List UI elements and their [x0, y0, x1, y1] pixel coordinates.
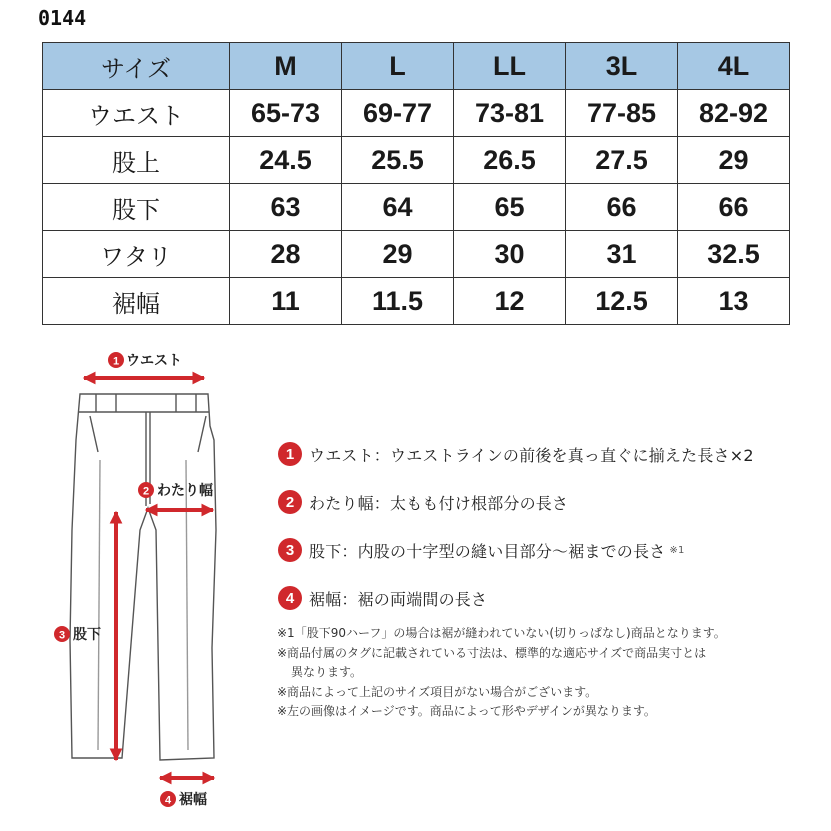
legend-footnote-mark: ※1 [669, 544, 685, 556]
header-cell-ll: LL [454, 43, 566, 90]
table-cell: 11.5 [342, 278, 454, 325]
table-cell: 30 [454, 231, 566, 278]
pants-diagram [0, 340, 260, 831]
table-cell: 25.5 [342, 137, 454, 184]
table-cell: 28 [230, 231, 342, 278]
table-cell: 63 [230, 184, 342, 231]
table-cell: 65-73 [230, 90, 342, 137]
size-table-header-row [43, 43, 790, 90]
legend-item-inseam [278, 538, 754, 562]
legend-item-thigh [278, 490, 754, 514]
notes [277, 624, 797, 722]
row-label: 裾幅 [43, 278, 230, 325]
table-cell: 29 [678, 137, 790, 184]
table-row-rise [43, 137, 790, 184]
table-row-hem [43, 278, 790, 325]
table-cell: 65 [454, 184, 566, 231]
row-label: 股下 [43, 184, 230, 231]
legend-text: ウエスト：ウエストラインの前後を真っ直ぐに揃えた長さ×2 [309, 445, 754, 465]
inseam-num: 3 [58, 629, 66, 642]
table-cell: 66 [678, 184, 790, 231]
table-cell: 69-77 [342, 90, 454, 137]
measurement-legend [278, 442, 754, 634]
size-table [42, 42, 790, 325]
table-cell: 31 [566, 231, 678, 278]
table-cell: 82-92 [678, 90, 790, 137]
row-label: ウエスト [43, 90, 230, 137]
thigh-label: わたり幅 [157, 483, 213, 499]
thigh-marker [138, 482, 213, 499]
table-cell: 32.5 [678, 231, 790, 278]
table-cell: 66 [566, 184, 678, 231]
waist-marker [108, 352, 182, 369]
legend-num-badge: 2 [278, 490, 302, 514]
row-label: 股上 [43, 137, 230, 184]
header-cell-3l: 3L [566, 43, 678, 90]
waist-label: ウエスト [126, 353, 182, 369]
note-line: ※1「股下90ハーフ」の場合は裾が縫われていない(切りっぱなし)商品となります。 [277, 626, 726, 640]
table-cell: 12.5 [566, 278, 678, 325]
note-line: ※商品付属のタグに記載されている寸法は、標準的な適応サイズで商品実寸とは [277, 645, 707, 660]
waist-num: 1 [112, 355, 120, 368]
table-cell: 11 [230, 278, 342, 325]
header-cell-l: L [342, 43, 454, 90]
table-row-waist [43, 90, 790, 137]
header-cell-4l: 4L [678, 43, 790, 90]
table-cell: 27.5 [566, 137, 678, 184]
table-cell: 24.5 [230, 137, 342, 184]
table-cell: 29 [342, 231, 454, 278]
legend-num-badge: 4 [278, 586, 302, 610]
table-cell: 77-85 [566, 90, 678, 137]
product-code: 0144 [38, 6, 87, 30]
note-line: 異なります。 [291, 665, 363, 679]
table-row-thigh [43, 231, 790, 278]
legend-num-badge: 1 [278, 442, 302, 466]
inseam-marker [54, 626, 101, 643]
legend-text: 股下：内股の十字型の縫い目部分〜裾までの長さ [309, 541, 666, 561]
table-cell: 64 [342, 184, 454, 231]
table-cell: 26.5 [454, 137, 566, 184]
hem-num: 4 [164, 794, 172, 807]
legend-num-badge: 3 [278, 538, 302, 562]
thigh-num: 2 [142, 485, 150, 498]
table-row-inseam [43, 184, 790, 231]
legend-item-waist [278, 442, 754, 466]
table-cell: 12 [454, 278, 566, 325]
legend-item-hem [278, 586, 754, 610]
legend-text: わたり幅：太もも付け根部分の長さ [309, 493, 569, 513]
pants-outline [70, 394, 216, 760]
header-cell-m: M [230, 43, 342, 90]
header-cell-size: サイズ [43, 43, 230, 90]
table-cell: 73-81 [454, 90, 566, 137]
row-label: ワタリ [43, 231, 230, 278]
legend-text: 裾幅：裾の両端間の長さ [309, 589, 488, 609]
inseam-label: 股下 [73, 627, 101, 643]
hem-marker [160, 791, 207, 808]
table-cell: 13 [678, 278, 790, 325]
hem-label: 裾幅 [179, 792, 207, 808]
note-line: ※商品によって上記のサイズ項目がない場合がございます。 [277, 684, 598, 699]
note-line: ※左の画像はイメージです。商品によって形やデザインが異なります。 [277, 704, 656, 718]
